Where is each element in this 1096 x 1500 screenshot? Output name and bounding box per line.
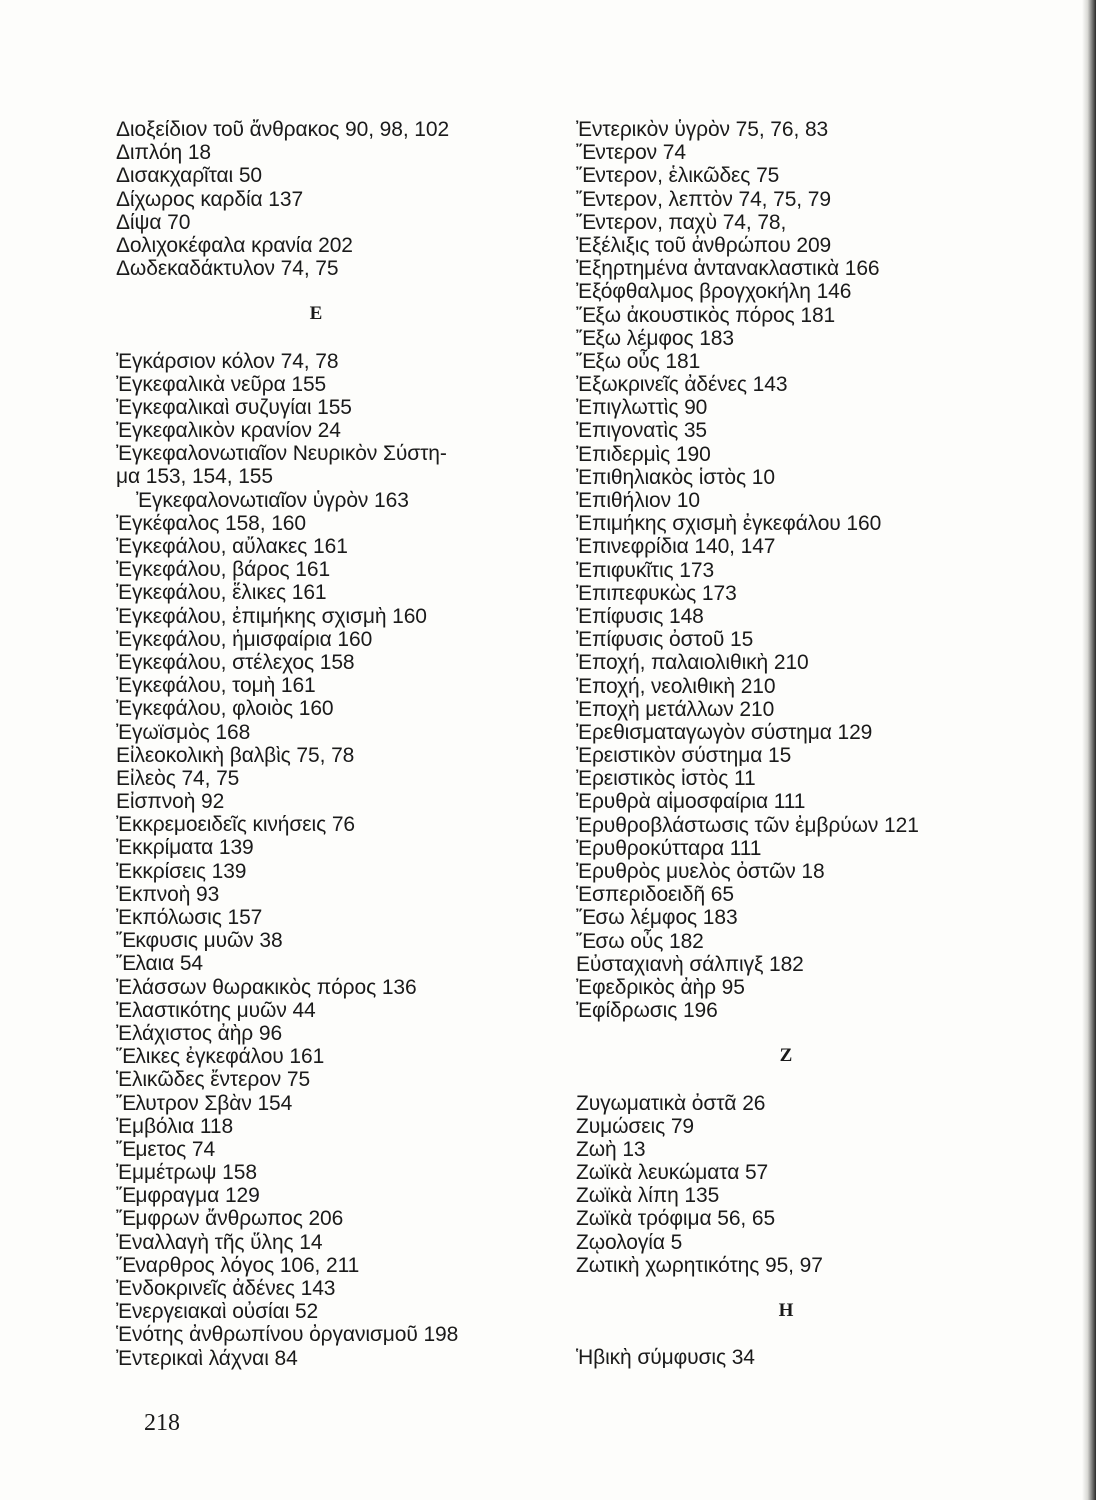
index-entry: Ἐγκεφαλονωτιαῖον Νευρικὸν Σύστη-: [116, 442, 447, 466]
entry-group-e-part2: [116, 512, 536, 1370]
index-entry: Ἐρεθισματαγωγὸν σύστημα 129: [576, 720, 873, 744]
index-entry: Ἐλάσσων θωρακικὸς πόρος 136: [116, 975, 417, 999]
index-entry: Ἔξω οὖς 181: [576, 349, 701, 373]
index-entry: Ἔναρθρος λόγος 106, 211: [116, 1253, 360, 1277]
index-entry: Ἐνδοκρινεῖς ἀδένες 143: [116, 1277, 336, 1300]
letter-heading-z: Ζ: [779, 1045, 793, 1067]
index-entry: Ἐγκάρσιον κόλον 74, 78: [116, 349, 339, 373]
index-entry: Ἐγκεφάλου, στέλεχος 158: [116, 650, 355, 674]
index-entry: Ζωὴ 13: [576, 1137, 646, 1161]
index-entry: Ἔντερον 74: [576, 141, 686, 165]
index-entry: Ἐπιγονατὶς 35: [576, 419, 708, 443]
entry-group-delta: [116, 118, 536, 280]
index-entry: Ἐπίφυσις ὀστοῦ 15: [576, 628, 754, 652]
index-entry: Ἐρειστικὸς ἱστὸς 11: [576, 767, 756, 791]
index-entry: Ἐγκεφάλου, βάρος 161: [116, 558, 331, 582]
index-entry: Ἐλαστικότης μυῶν 44: [116, 998, 316, 1022]
index-entry: Ἐναλλαγὴ τῆς ὕλης 14: [116, 1230, 323, 1254]
index-entry: Ἐξωκρινεῖς ἀδένες 143: [576, 373, 788, 397]
index-entry: Ἐποχὴ μετάλλων 210: [576, 697, 775, 721]
index-entry: Ἐγκέφαλος 158, 160: [116, 511, 306, 535]
index-entry: Ἐπιθήλιον 10: [576, 489, 700, 512]
index-entry: Δισακχαρῖται 50: [116, 164, 263, 188]
index-entry: Ἔλαια 54: [116, 952, 204, 976]
index-entry: Ἐγκεφάλου, ἡμισφαίρια 160: [116, 627, 373, 651]
index-entry: Ἡβικὴ σύμφυσις 34: [576, 1346, 755, 1370]
index-entry: Ἔμφραγμα 129: [116, 1184, 260, 1208]
index-entry: Δίψα 70: [116, 210, 191, 234]
index-entry: Ἐρυθρὸς μυελὸς ὀστῶν 18: [576, 860, 825, 883]
index-entry: Εἰλεοκολικὴ βαλβὶς 75, 78: [116, 743, 355, 767]
index-entry: Ἐγκεφάλου, ἐπιμήκης σχισμὴ 160: [116, 604, 427, 628]
index-entry: Διπλόη 18: [116, 141, 212, 165]
index-entry: Ζωϊκὰ λευκώματα 57: [576, 1161, 769, 1185]
index-entry: Ἐρυθροκύτταρα 111: [576, 836, 762, 860]
index-entry: Ἐντερικαὶ λάχναι 84: [116, 1346, 298, 1370]
index-entry: Ζωτικὴ χωρητικότης 95, 97: [576, 1253, 823, 1277]
index-entry: Ἐφίδρωσις 196: [576, 999, 718, 1023]
index-entry: Ἐπιπεφυκὼς 173: [576, 581, 737, 605]
index-entry: Ἐρειστικὸν σύστημα 15: [576, 744, 792, 768]
index-entry: Ἐξέλιξις τοῦ ἀνθρώπου 209: [576, 233, 832, 257]
index-entry: Ἐκκρίματα 139: [116, 836, 254, 860]
index-entry: Δωδεκαδάκτυλον 74, 75: [116, 257, 339, 281]
index-entry: Ἐκπόλωσις 157: [116, 906, 263, 929]
index-entry: Εὐσταχιανὴ σάλπιγξ 182: [576, 952, 804, 976]
index-entry: Ἔσω λέμφος 183: [576, 906, 738, 930]
index-entry: Ἐρυθρὰ αἱμοσφαίρια 111: [576, 790, 806, 814]
index-entry: Ἐξόφθαλμος βρογχοκήλη 146: [576, 280, 852, 304]
index-entry: Ἐνεργειακαὶ οὐσίαι 52: [116, 1300, 319, 1324]
entry-group-e-cont: [576, 118, 1036, 1022]
index-entry: Ἑνότης ἀνθρωπίνου ὀργανισμοῦ 198: [116, 1323, 459, 1347]
index-entry: Ἐγκεφαλικὰ νεῦρα 155: [116, 372, 327, 396]
index-entry: Ἔμετος 74: [116, 1137, 216, 1161]
page-edge-shadow: [1082, 0, 1096, 1500]
index-entry: Ἔξω ἀκουστικὸς πόρος 181: [576, 303, 836, 327]
index-entry: Ἐπιδερμὶς 190: [576, 442, 711, 466]
index-entry: Ἐγκεφαλικαὶ συζυγίαι 155: [116, 395, 352, 419]
index-entry: Εἰλεὸς 74, 75: [116, 766, 240, 790]
index-entry: Ἔντερον, ἑλικῶδες 75: [576, 164, 780, 188]
index-entry: Ἔκφυσις μυῶν 38: [116, 929, 283, 953]
index-entry: Δολιχοκέφαλα κρανία 202: [116, 233, 353, 257]
index-entry: Διοξείδιον τοῦ ἄνθρακος 90, 98, 102: [116, 118, 450, 141]
index-entry: Ζυμώσεις 79: [576, 1114, 695, 1138]
index-entry: Ἐγκεφάλου, φλοιὸς 160: [116, 697, 334, 721]
index-entry: Ἔντερον, λεπτὸν 74, 75, 79: [576, 187, 831, 211]
index-entry: Εἰσπνοὴ 92: [116, 790, 225, 814]
entry-group-h: [576, 1346, 1036, 1369]
letter-heading-e: Ε: [309, 303, 323, 325]
index-entry: Ἐκπνοὴ 93: [116, 882, 220, 906]
entry-group-z: [576, 1092, 1036, 1278]
index-entry: Ἐποχή, παλαιολιθικὴ 210: [576, 651, 809, 675]
index-entry: Ἐπιθηλιακὸς ἱστὸς 10: [576, 465, 775, 489]
index-entry: Ἔξω λέμφος 183: [576, 326, 734, 350]
index-entry: Ἐρυθροβλάστωσις τῶν ἐμβρύων 121: [576, 813, 919, 837]
index-entry: Ἐπίφυσις 148: [576, 604, 704, 628]
index-entry: Δίχωρος καρδία 137: [116, 187, 304, 211]
index-entry: Ἐκκρίσεις 139: [116, 859, 247, 883]
index-entry: Ἕλικες ἐγκεφάλου 161: [116, 1045, 325, 1069]
index-entry: Ἐκκρεμοειδεῖς κινήσεις 76: [116, 813, 355, 837]
index-entry: Ἔμφρων ἄνθρωπος 206: [116, 1207, 344, 1231]
index-entry: Ἐφεδρικὸς ἀὴρ 95: [576, 975, 745, 999]
entry-group-e-part1: [116, 350, 536, 489]
index-entry: Ζῳολογία 5: [576, 1230, 683, 1254]
index-entry: Ἐγκεφαλικὸν κρανίον 24: [116, 419, 341, 443]
index-entry: Ἐξηρτημένα ἀντανακλαστικὰ 166: [576, 257, 880, 281]
index-entry: Ἐμμέτρωψ 158: [116, 1161, 257, 1185]
index-entry: Ἐπιφυκῖτις 173: [576, 558, 715, 582]
index-entry: Ζυγωματικὰ ὀστᾶ 26: [576, 1091, 766, 1115]
index-column-left: [116, 118, 536, 1370]
index-entry: Ἐποχή, νεολιθικὴ 210: [576, 674, 776, 698]
index-entry: Ἔσω οὖς 182: [576, 929, 704, 953]
index-entry: Ἐγκεφάλου, ἕλικες 161: [116, 581, 327, 605]
index-entry: Ἐγκεφάλου, αὔλακες 161: [116, 535, 348, 558]
index-column-right: [576, 118, 1036, 1369]
index-entry: Ἐγκεφάλου, τομὴ 161: [116, 674, 316, 698]
index-entry: Ἐπινεφρίδια 140, 147: [576, 535, 776, 559]
index-entry: Ἐντερικὸν ὑγρὸν 75, 76, 83: [576, 118, 829, 141]
index-entry: Ζωϊκὰ τρόφιμα 56, 65: [576, 1207, 776, 1231]
index-entry: Ἐπιγλωττὶς 90: [576, 396, 708, 420]
index-entry: Ἑσπεριδοειδῆ 65: [576, 883, 734, 907]
letter-heading-h: Η: [778, 1300, 794, 1321]
index-entry: Ζωϊκὰ λίπη 135: [576, 1184, 720, 1208]
index-entry: Ἑλικῶδες ἔντερον 75: [116, 1068, 311, 1092]
index-entry: Ἔντερον, παχὺ 74, 78,: [576, 210, 787, 234]
index-entry: Ἐλάχιστος ἀὴρ 96: [116, 1021, 283, 1045]
index-entry: Ἐγωϊσμὸς 168: [116, 720, 251, 744]
index-entry: μα 153, 154, 155: [116, 465, 273, 489]
index-entry: Ἔλυτρον Σβὰν 154: [116, 1091, 293, 1115]
page-number: 218: [144, 1410, 180, 1436]
index-entry-indented: Ἐγκεφαλονωτιαῖον ὑγρὸν 163: [136, 488, 409, 512]
index-entry: Ἐμβόλια 118: [116, 1114, 234, 1138]
index-entry: Ἐπιμήκης σχισμὴ ἐγκεφάλου 160: [576, 512, 882, 536]
